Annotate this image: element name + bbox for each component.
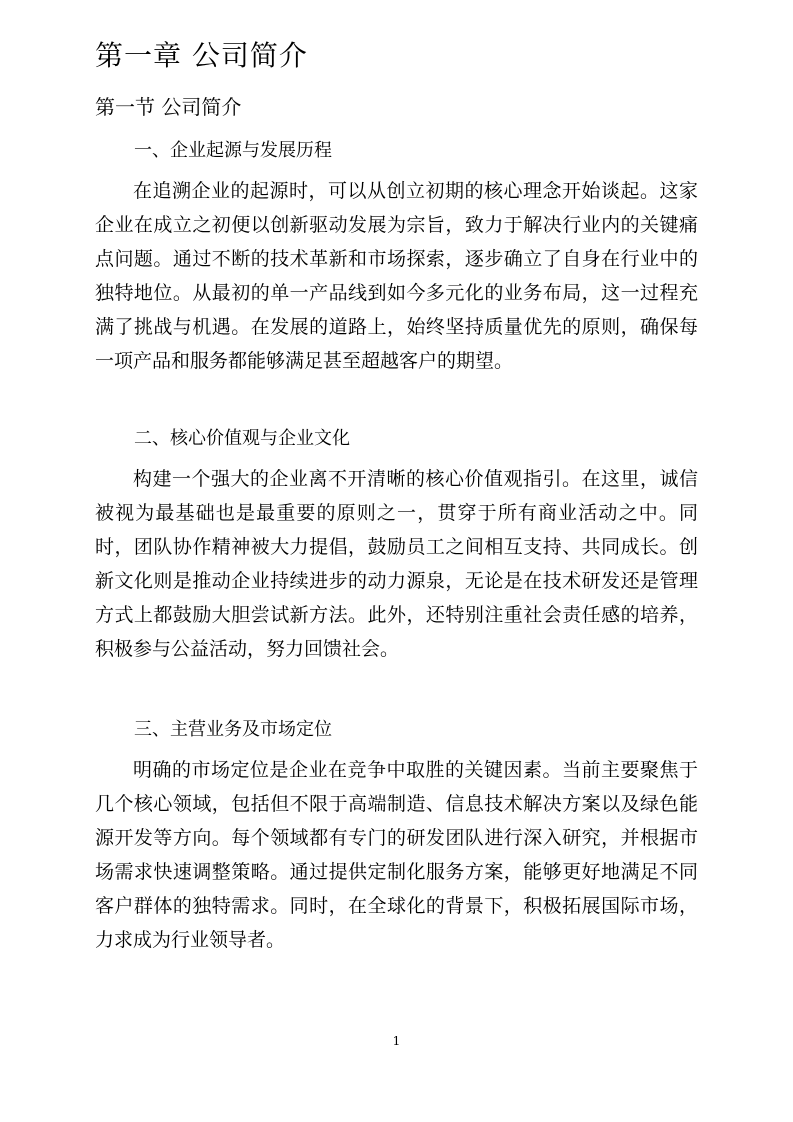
chapter-title: 第一章 公司简介	[95, 39, 308, 72]
subsection-heading-business: 三、主营业务及市场定位	[134, 719, 332, 740]
paragraph-values: 构建一个强大的企业离不开清晰的核心价值观指引。在这里，诚信被视为最基础也是最重要的原则之一，贯穿于所有商业活动之中。同时，团队协作精神被大力提倡，鼓励员工之间相互支持、共同成长。创新文化则是推动企业持续进步的动力源泉，无论是在技术研发还是管理方式上都鼓励大胆尝试新方法。此外，还特别注重社会责任感的培养，积极参与公益活动，努力回馈社会。	[95, 468, 698, 660]
subsection-heading-origin: 一、企业起源与发展历程	[134, 140, 332, 161]
paragraph-business: 明确的市场定位是企业在竞争中取胜的关键因素。当前主要聚焦于几个核心领域，包括但不限于高端制造、信息技术解决方案以及绿色能源开发等方向。每个领域都有专门的研发团队进行深入研究，并根据市场需求快速调整策略。通过提供定制化服务方案，能够更好地满足不同客户群体的独特需求。同时，在全球化的背景下，积极拓展国际市场，力求成为行业领导者。	[95, 759, 698, 951]
page-number: 1	[392, 1034, 401, 1048]
section-title: 第一节 公司简介	[95, 95, 242, 119]
paragraph-origin: 在追溯企业的起源时，可以从创立初期的核心理念开始谈起。这家企业在成立之初便以创新驱动发展为宗旨，致力于解决行业内的关键痛点问题。通过不断的技术革新和市场探索，逐步确立了自身在行业中的独特地位。从最初的单一产品线到如今多元化的业务布局，这一过程充满了挑战与机遇。在发展的道路上，始终坚持质量优先的原则，确保每一项产品和服务都能够满足甚至超越客户的期望。	[95, 180, 698, 372]
subsection-heading-values: 二、核心价值观与企业文化	[134, 428, 350, 449]
